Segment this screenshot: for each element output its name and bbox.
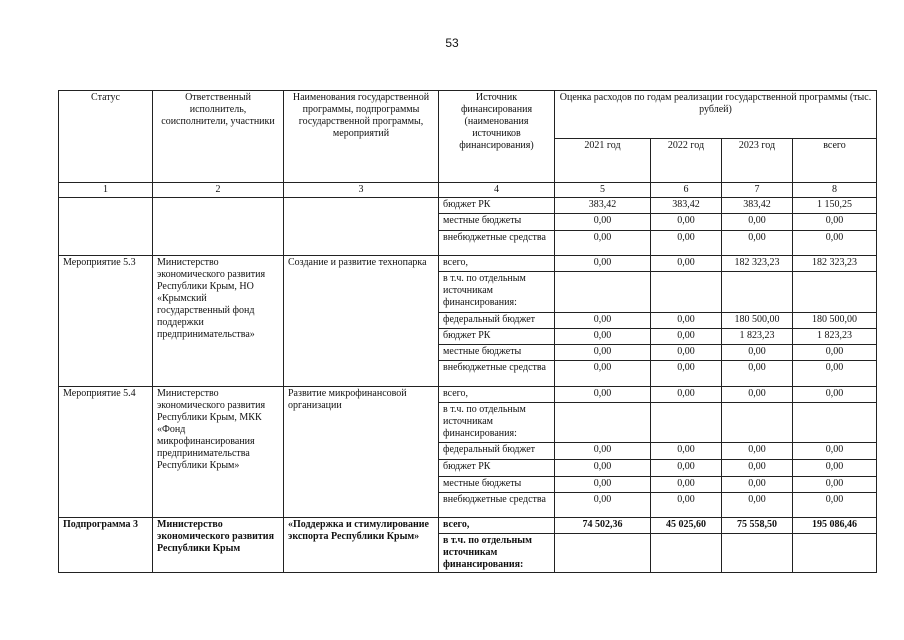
value-2023: 383,42 <box>722 198 793 214</box>
value-2022: 0,00 <box>651 329 722 345</box>
status-cell: Мероприятие 5.4 <box>59 387 153 518</box>
header-program-names: Наименования государственной программы, подпрограммы государственной программы, мероприятий <box>284 91 439 183</box>
col-number: 8 <box>793 183 877 198</box>
source-cell: бюджет РК <box>439 329 555 345</box>
value-total: 0,00 <box>793 214 877 231</box>
value-2023: 0,00 <box>722 231 793 256</box>
source-cell: всего, <box>439 518 555 534</box>
header-cost-estimate: Оценка расходов по годам реализации государственной программы (тыс. рублей) <box>555 91 877 139</box>
value-2023: 0,00 <box>722 460 793 477</box>
header-year-2021: 2021 год <box>555 139 651 183</box>
value-2021: 0,00 <box>555 231 651 256</box>
value-2021: 0,00 <box>555 313 651 329</box>
table-row <box>59 198 877 214</box>
col-number: 7 <box>722 183 793 198</box>
table-row <box>59 387 877 403</box>
value-2023: 0,00 <box>722 361 793 387</box>
financing-table <box>58 90 877 573</box>
value-total <box>793 272 877 313</box>
value-2022: 0,00 <box>651 231 722 256</box>
value-2022 <box>651 534 722 573</box>
header-year-2022: 2022 год <box>651 139 722 183</box>
source-cell: всего, <box>439 387 555 403</box>
value-total: 0,00 <box>793 477 877 493</box>
source-cell: федеральный бюджет <box>439 443 555 460</box>
source-cell: внебюджетные средства <box>439 361 555 387</box>
value-2022: 0,00 <box>651 361 722 387</box>
value-total: 0,00 <box>793 460 877 477</box>
value-total: 195 086,46 <box>793 518 877 534</box>
value-2023: 0,00 <box>722 477 793 493</box>
table-row <box>59 256 877 272</box>
value-2022: 0,00 <box>651 214 722 231</box>
value-total <box>793 534 877 573</box>
value-total: 0,00 <box>793 387 877 403</box>
source-cell: бюджет РК <box>439 198 555 214</box>
col-number: 2 <box>153 183 284 198</box>
col-number: 4 <box>439 183 555 198</box>
value-2021: 0,00 <box>555 361 651 387</box>
col-number: 3 <box>284 183 439 198</box>
value-2023: 180 500,00 <box>722 313 793 329</box>
value-2022: 0,00 <box>651 493 722 518</box>
value-2021: 0,00 <box>555 477 651 493</box>
executor-cell: Министерство экономического развития Республики Крым, НО «Крымский государственный фонд поддержки предпринимательства» <box>153 256 284 387</box>
value-2023: 1 823,23 <box>722 329 793 345</box>
header-status: Статус <box>59 91 153 183</box>
value-2021: 74 502,36 <box>555 518 651 534</box>
source-cell: внебюджетные средства <box>439 493 555 518</box>
value-2023: 0,00 <box>722 387 793 403</box>
page-number: 53 <box>445 36 459 50</box>
value-2022: 0,00 <box>651 477 722 493</box>
value-2021 <box>555 272 651 313</box>
value-total: 0,00 <box>793 493 877 518</box>
value-2021 <box>555 534 651 573</box>
name-cell: Развитие микрофинансовой организации <box>284 387 439 518</box>
status-cell: Подпрограмма 3 <box>59 518 153 573</box>
source-cell: местные бюджеты <box>439 345 555 361</box>
value-2021: 0,00 <box>555 345 651 361</box>
value-2022: 0,00 <box>651 387 722 403</box>
value-2022 <box>651 403 722 443</box>
executor-cell <box>153 198 284 256</box>
source-cell: в т.ч. по отдельным источникам финансирования: <box>439 403 555 443</box>
source-cell: в т.ч. по отдельным источникам финансирования: <box>439 534 555 573</box>
executor-cell: Министерство экономического развития Республики Крым <box>153 518 284 573</box>
value-2022: 0,00 <box>651 443 722 460</box>
status-cell <box>59 198 153 256</box>
source-cell: всего, <box>439 256 555 272</box>
source-cell: в т.ч. по отдельным источникам финансирования: <box>439 272 555 313</box>
source-cell: федеральный бюджет <box>439 313 555 329</box>
value-2023 <box>722 272 793 313</box>
value-2022: 0,00 <box>651 345 722 361</box>
value-total: 0,00 <box>793 443 877 460</box>
value-2021 <box>555 403 651 443</box>
value-2022: 0,00 <box>651 460 722 477</box>
value-total: 180 500,00 <box>793 313 877 329</box>
value-2023 <box>722 403 793 443</box>
value-total: 0,00 <box>793 345 877 361</box>
value-2023: 0,00 <box>722 345 793 361</box>
source-cell: местные бюджеты <box>439 214 555 231</box>
value-2023: 0,00 <box>722 493 793 518</box>
header-funding-source: Источник финансирования (наименования источников финансирования) <box>439 91 555 183</box>
value-2022: 0,00 <box>651 313 722 329</box>
source-cell: местные бюджеты <box>439 477 555 493</box>
value-2021: 0,00 <box>555 460 651 477</box>
name-cell: «Поддержка и стимулирование экспорта Республики Крым» <box>284 518 439 573</box>
value-2023: 0,00 <box>722 443 793 460</box>
executor-cell: Министерство экономического развития Республики Крым, МКК «Фонд микрофинансирования предпринимательства Республики Крым» <box>153 387 284 518</box>
source-cell: бюджет РК <box>439 460 555 477</box>
col-number: 5 <box>555 183 651 198</box>
value-2023 <box>722 534 793 573</box>
value-2022 <box>651 272 722 313</box>
value-2022: 383,42 <box>651 198 722 214</box>
value-total: 1 150,25 <box>793 198 877 214</box>
col-number: 1 <box>59 183 153 198</box>
value-2021: 0,00 <box>555 387 651 403</box>
value-2021: 0,00 <box>555 256 651 272</box>
name-cell <box>284 198 439 256</box>
value-2021: 0,00 <box>555 443 651 460</box>
value-2021: 0,00 <box>555 493 651 518</box>
name-cell: Создание и развитие технопарка <box>284 256 439 387</box>
value-2022: 45 025,60 <box>651 518 722 534</box>
value-2023: 0,00 <box>722 214 793 231</box>
value-2021: 0,00 <box>555 329 651 345</box>
header-total: всего <box>793 139 877 183</box>
table-row <box>59 518 877 534</box>
value-2021: 383,42 <box>555 198 651 214</box>
value-total <box>793 403 877 443</box>
value-2023: 182 323,23 <box>722 256 793 272</box>
value-2022: 0,00 <box>651 256 722 272</box>
header-year-2023: 2023 год <box>722 139 793 183</box>
value-total: 182 323,23 <box>793 256 877 272</box>
header-executor: Ответственный исполнитель, соисполнители, участники <box>153 91 284 183</box>
source-cell: внебюджетные средства <box>439 231 555 256</box>
value-total: 1 823,23 <box>793 329 877 345</box>
value-total: 0,00 <box>793 231 877 256</box>
col-number: 6 <box>651 183 722 198</box>
value-2023: 75 558,50 <box>722 518 793 534</box>
value-2021: 0,00 <box>555 214 651 231</box>
status-cell: Мероприятие 5.3 <box>59 256 153 387</box>
value-total: 0,00 <box>793 361 877 387</box>
